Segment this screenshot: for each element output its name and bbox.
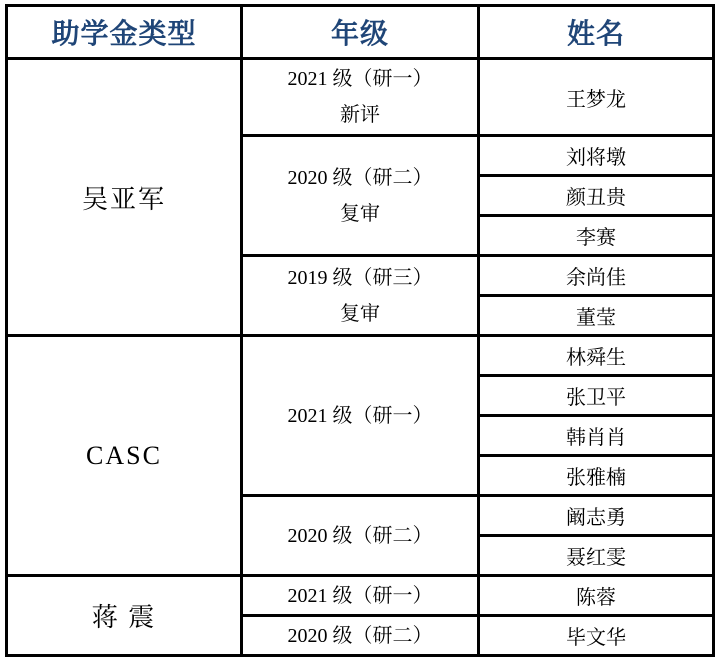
grade-label: 2021 级（研一） xyxy=(287,68,433,90)
grade-label: 2020 级（研二） xyxy=(287,166,433,189)
name-cell: 阚志勇 xyxy=(479,496,714,536)
name-cell: 林舜生 xyxy=(479,336,714,376)
scholarship-type-cell: 蒋 震 xyxy=(7,576,242,656)
name-cell: 陈蓉 xyxy=(479,576,714,616)
grade-note: 复审 xyxy=(340,202,380,225)
grade-label: 2020 级（研二） xyxy=(287,524,433,547)
grade-note: 复审 xyxy=(340,302,380,325)
name-cell: 张雅楠 xyxy=(479,456,714,496)
grade-cell xyxy=(242,496,479,576)
header-row xyxy=(7,6,714,59)
grade-cell xyxy=(242,616,479,656)
name-cell: 韩肖肖 xyxy=(479,416,714,456)
name-cell: 李赛 xyxy=(479,216,714,256)
name-cell: 刘将墩 xyxy=(479,136,714,176)
header-cell-grade: 年级 xyxy=(242,6,479,59)
header-cell-name: 姓名 xyxy=(479,6,714,59)
table-row xyxy=(7,576,714,616)
scholarship-type-cell: CASC xyxy=(7,336,242,576)
name-cell: 王梦龙 xyxy=(479,59,714,136)
table-row xyxy=(7,59,714,136)
grade-label: 2021 级（研一） xyxy=(287,584,433,607)
grade-cell xyxy=(242,256,479,336)
grade-cell xyxy=(242,336,479,496)
grade-note: 新评 xyxy=(340,104,380,126)
grade-label: 2021 级（研一） xyxy=(287,404,433,427)
scholarship-table xyxy=(5,4,715,657)
grade-cell xyxy=(242,136,479,256)
grade-label: 2020 级（研二） xyxy=(287,624,433,647)
grade-cell xyxy=(242,576,479,616)
name-cell: 董莹 xyxy=(479,296,714,336)
scholarship-type-cell: 吴亚军 xyxy=(7,59,242,336)
grade-label: 2019 级（研三） xyxy=(287,266,433,289)
name-cell: 聂红雯 xyxy=(479,536,714,576)
name-cell: 余尚佳 xyxy=(479,256,714,296)
table-row xyxy=(7,336,714,376)
name-cell: 毕文华 xyxy=(479,616,714,656)
header-cell-scholarship-type: 助学金类型 xyxy=(7,6,242,59)
name-cell: 张卫平 xyxy=(479,376,714,416)
grade-cell xyxy=(242,59,479,136)
name-cell: 颜丑贵 xyxy=(479,176,714,216)
